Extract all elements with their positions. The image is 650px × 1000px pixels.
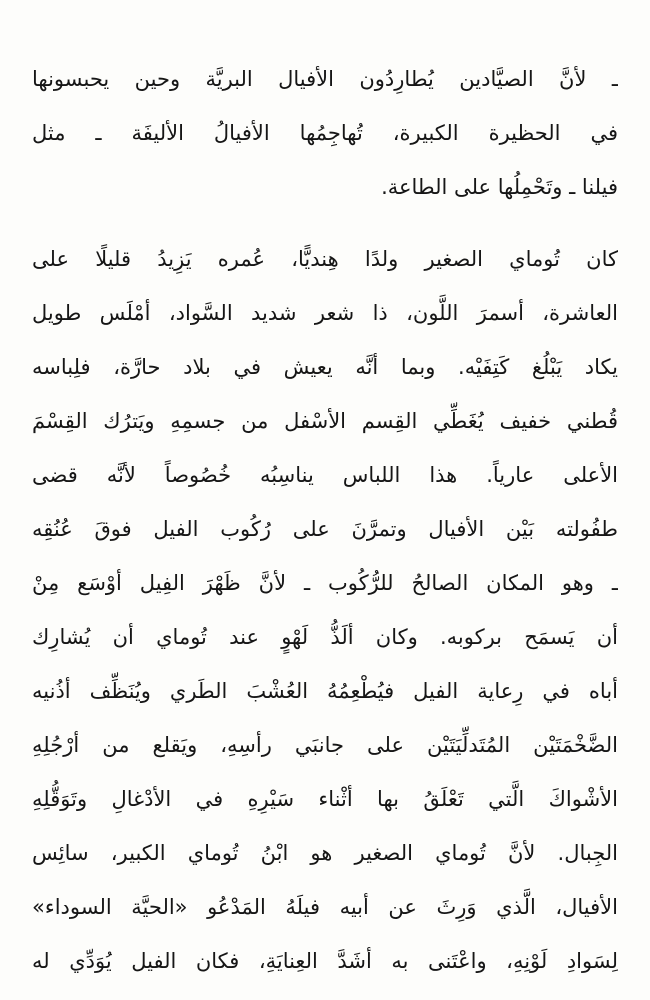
text-line: فيلنا ـ وتَحْمِلُها على الطاعة. — [381, 175, 618, 199]
text-line: في الحظيرة الكبيرة، تُهاجِمُها الأفيالُ الأليفَة ـ مثل — [32, 121, 618, 145]
text-line: كان تُوماي الصغير ولدًا هِنديًّا، عُمره يَزِيدُ قليلًا على — [32, 247, 618, 271]
text-line: لِسَوادِ لَوْنِهِ، واعْتَنى به أشَدَّ العِنايَةِ، فكان الفيل يُوَدِّي له — [32, 949, 618, 973]
text-line: ـ وهو المكان الصالحُ للرُّكُوب ـ لأنَّ ظَهْرَ الفِيل أوْسَع مِنْ — [32, 571, 618, 595]
paragraph-2 — [32, 232, 618, 988]
page-text — [32, 52, 618, 988]
text-line: قُطني خفيف يُغَطِّي القِسم الأسْفل من جسمِهِ ويَترُك القِسْمَ — [32, 409, 618, 433]
text-line: طفُولته بَيْن الأفيال وتمرَّنَ على رُكُوب الفيل فوقَ عُنُقِه — [32, 517, 618, 541]
text-line: أن يَسمَح بركوبه. وكان ألَذُّ لَهْوٍ عند تُوماي أن يُشارِك — [32, 625, 618, 649]
text-line: أباه في رِعاية الفيل فيُطْعِمُهُ العُشْبَ الطَري ويُنَظِّف أذُنيه — [32, 679, 618, 703]
text-line: الضَّخْمَتَيْن المُتَدلِّيَتَيْن على جانبَي رأسِهِ، ويَقلع من أرْجُلِهِ — [32, 733, 618, 757]
text-line: الأعلى عارياً. هذا اللباس يناسِبُه خُصُوصاً لأنَّه قضى — [32, 463, 618, 487]
text-line: الأشْواكَ الَّتي تَعْلَقُ بها أثْناء سَيْرِهِ في الأدْغالِ وتَوَقُّلِهِ — [32, 787, 618, 811]
text-line: ـ لأنَّ الصيَّادين يُطارِدُون الأفيال البريَّة وحين يحبسونها — [32, 67, 618, 91]
text-line: يكاد يَبْلُغ كَتِفَيْه. وبما أنَّه يعيش في بلاد حارَّة، فلِباسه — [32, 355, 618, 379]
text-line: الجِبال. لأنَّ تُوماي الصغير هو ابْنُ تُوماي الكبير، سائِس — [32, 841, 618, 865]
paragraph-spacer — [32, 214, 618, 232]
text-line: العاشرة، أسمرَ اللَّون، ذا شعر شديد السَّواد، أمْلَس طويل — [32, 301, 618, 325]
text-line: الأفيال، الَّذي وَرِثَ عن أبيه فيلَهُ المَدْعُو «الحيَّة السوداء» — [32, 895, 618, 919]
paragraph-1 — [32, 52, 618, 214]
